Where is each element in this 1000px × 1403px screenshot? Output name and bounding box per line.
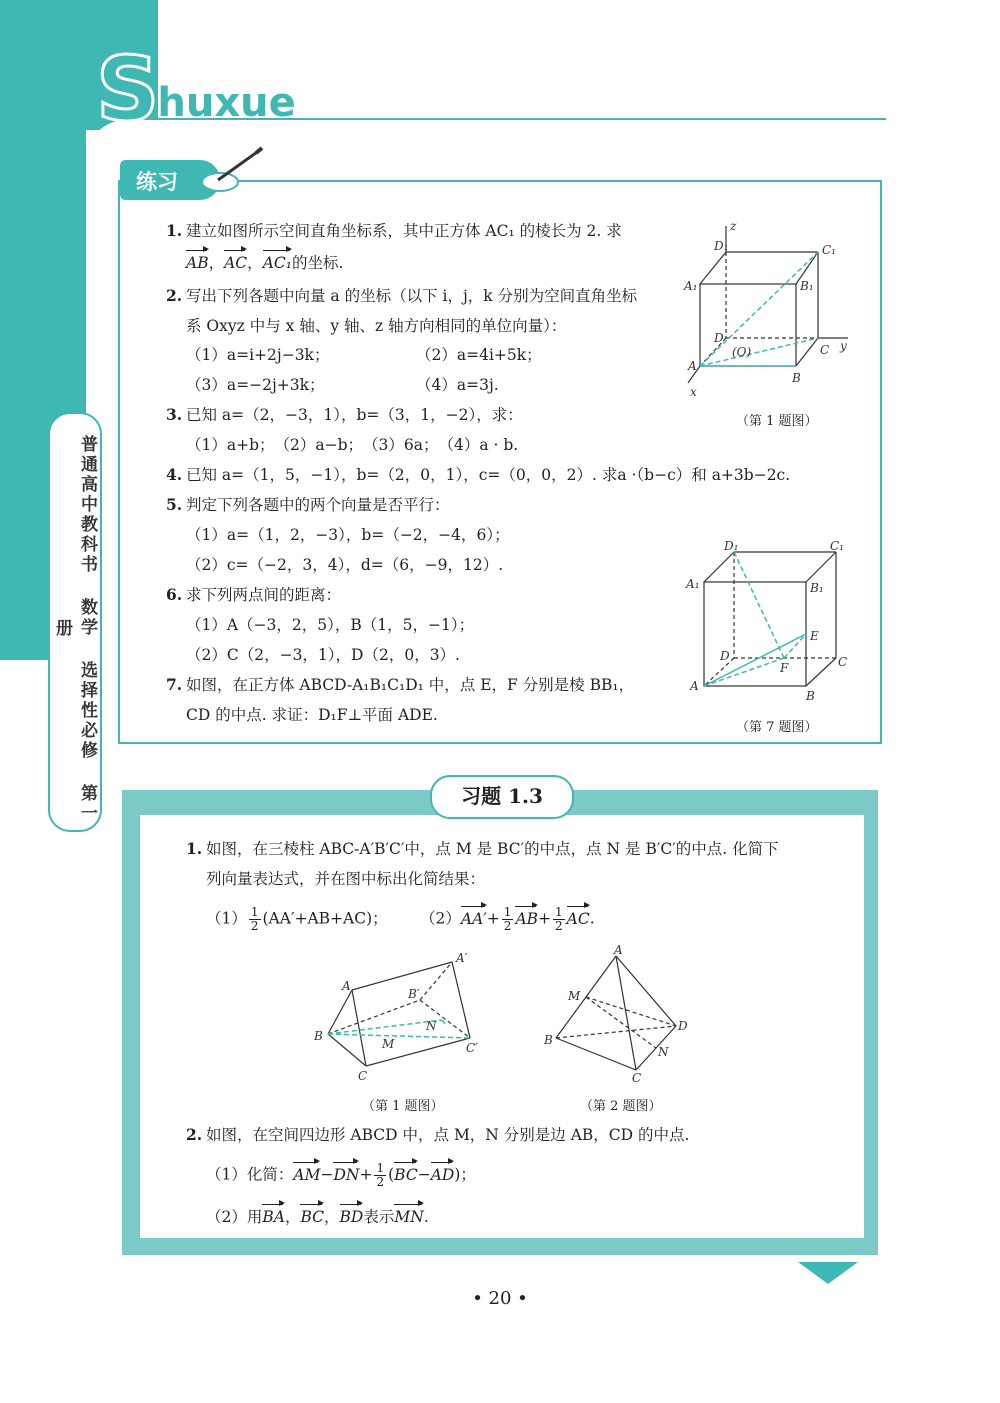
label7-b: B: [806, 689, 815, 703]
label7-a1: A₁: [686, 577, 700, 591]
prism-ap: A′: [456, 951, 468, 965]
label7-c1: C₁: [830, 540, 844, 553]
exercise-title-pill: [430, 775, 574, 819]
practice-q7: 7. 如图，在正方体 ABCD-A₁B₁C₁D₁ 中，点 E，F 分别是棱 BB₁，: [166, 675, 635, 694]
page-number: • 20 •: [472, 1288, 528, 1309]
exercise-q1-line2: 列向量表达式，并在图中标出化简结果：: [206, 870, 486, 888]
tetra-m: M: [568, 989, 581, 1003]
label7-d1: D₁: [724, 540, 739, 553]
practice-q2-line2: 系 Oxyz 中与 x 轴、y 轴、z 轴方向相同的单位向量）：: [186, 317, 567, 335]
prism-m: M: [382, 1037, 395, 1051]
prism-bp: B′: [408, 987, 420, 1001]
practice-q7-line2: CD 的中点. 求证：D₁F⊥平面 ADE.: [186, 706, 438, 724]
label-a: A: [688, 359, 697, 373]
practice-q1: 1. 建立如图所示空间直角坐标系，其中正方体 AC₁ 的棱长为 2. 求: [166, 221, 622, 240]
prism-cp: C′: [466, 1041, 478, 1055]
label-c1: C₁: [822, 243, 836, 257]
tetra-n: N: [658, 1045, 669, 1059]
label7-c: C: [838, 655, 848, 669]
practice-q2: 2. 写出下列各题中向量 a 的坐标（以下 i，j，k 分别为空间直角坐标: [166, 286, 638, 305]
practice-q5-part1: （1）a=（1，2，−3），b=（−2，−4，6）；: [186, 526, 510, 544]
label-z: z: [730, 219, 737, 233]
label-a1: A₁: [684, 279, 698, 293]
practice-q2-part1: （1）a=i+2j−3k；: [186, 346, 330, 364]
practice-q2-part2: （2）a=4i+5k；: [416, 346, 542, 364]
practice-q6-part1: （1）A（−3，2，5），B（1，5，−1）；: [186, 616, 475, 634]
tetra-a: A: [614, 944, 623, 957]
prism-c: C: [358, 1069, 368, 1083]
practice-q5-part2: （2）c=（−2，3，4），d=（6，−9，12）.: [186, 556, 504, 574]
label7-e: E: [810, 629, 819, 643]
practice-q6: 6. 求下列两点间的距离：: [166, 585, 342, 604]
label-b1: B₁: [800, 279, 814, 293]
tetra-d: D: [678, 1019, 688, 1033]
practice-title: 练习: [136, 170, 178, 194]
prism-b: B: [314, 1029, 323, 1043]
practice-q4: 4. 已知 a=（1，5，−1），b=（2，0，1），c=（0，0，2）. 求a ·（b−c）和 a+3b−2c.: [166, 465, 791, 484]
label7-d: D: [720, 649, 730, 663]
practice-q6-part2: （2）C（2，−3，1），D（2，0，3）.: [186, 646, 460, 664]
label7-a: A: [690, 679, 699, 693]
practice-q3: 3. 已知 a=（2，−3，1），b=（3，1，−2），求：: [166, 405, 523, 424]
figure-practice-1: [680, 218, 860, 400]
label-b: B: [792, 371, 801, 385]
exercise-fig1-caption: （第 1 题图）: [362, 1099, 444, 1114]
exercise-q2: 2. 如图，在空间四边形 ABCD 中，点 M，N 分别是边 AB，CD 的中点.: [186, 1125, 690, 1144]
book-title-tab: [48, 412, 102, 832]
exercise-q2-part2: （2）用BA，BC，BD表示MN.: [206, 1208, 429, 1226]
prism-a: A: [342, 979, 351, 993]
figure-exercise-2: [542, 944, 702, 1084]
label-d1: D₁: [714, 239, 729, 253]
prism-n: N: [426, 1019, 437, 1033]
fig7-caption: （第 7 题图）: [736, 720, 818, 735]
exercise-title: 习题 1.3: [461, 784, 543, 808]
tetra-b: B: [544, 1033, 553, 1047]
label-c: C: [820, 343, 830, 357]
figure-practice-7: [680, 540, 850, 705]
exercise-fig2-caption: （第 2 题图）: [580, 1099, 662, 1114]
figure-exercise-1: [312, 950, 492, 1084]
corner-triangle: [798, 1262, 858, 1284]
exercise-q2-part1: （1）化简：AM−DN+ $\frac{1}{2} (BC-AD)$；: [206, 1161, 476, 1189]
exercise-q1: 1. 如图，在三棱柱 ABC-A′B′C′中，点 M 是 BC′的中点，点 N 是 B′C′的中点. 化简下: [186, 839, 779, 858]
pen-hand-icon: [196, 146, 266, 196]
exercise-q1-part2: （2）AA′+ $\frac{1}{2} AB+$ $\frac{1}{2}$ AC.: [420, 905, 595, 933]
practice-q2-part4: （4）a=3j.: [416, 376, 499, 394]
label7-f: F: [780, 661, 789, 675]
label-o: (O): [732, 345, 752, 359]
label-d: D: [714, 331, 724, 345]
book-title: 普通高中教科书 数学 选择性必修 第一册: [52, 434, 97, 824]
label-x: x: [690, 385, 697, 399]
label7-b1: B₁: [810, 581, 824, 595]
practice-q1-line2: AB，AC，AC₁的坐标.: [186, 254, 344, 272]
exercise-q1-part1: （1） $\frac{1}{2} (AA'+AB+AC)$；: [206, 905, 388, 933]
tetra-c: C: [632, 1071, 642, 1084]
brand-logo: Shuxue: [96, 38, 296, 141]
practice-q3-parts: （1）a+b； （2）a−b； （3）6a； （4）a · b.: [186, 436, 519, 454]
fig1-caption: （第 1 题图）: [736, 414, 818, 429]
practice-q5: 5. 判定下列各题中的两个向量是否平行：: [166, 495, 450, 514]
practice-q2-part3: （3）a=−2j+3k；: [186, 376, 325, 394]
label-y: y: [840, 339, 847, 353]
